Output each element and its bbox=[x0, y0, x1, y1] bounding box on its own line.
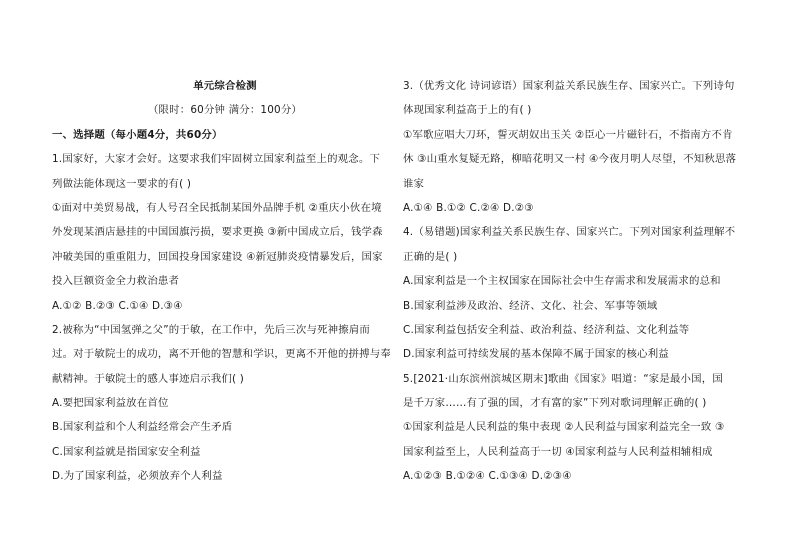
question-3 bbox=[403, 74, 748, 220]
question-text-line: 是千万家……有了强的国，才有富的家”下列对歌词理解正确的( ) bbox=[403, 397, 707, 410]
question-text-line: 正确的是( ) bbox=[403, 250, 458, 263]
question-text-line: 谁家 bbox=[403, 177, 425, 190]
section-heading: 一、选择题（每小题4分，共60分） bbox=[52, 128, 223, 141]
question-text-line: 冲破美国的重重阻力，回国投身国家建设 ④新冠肺炎疫情暴发后，国家 bbox=[52, 250, 383, 263]
option-d: D.国家利益可持续发展的基本保障不属于国家的核心利益 bbox=[403, 348, 669, 361]
left-column bbox=[52, 74, 392, 489]
question-text-line: 2.被称为“中国氢弹之父”的于敏，在工作中，先后三次与死神擦肩而 bbox=[52, 323, 371, 336]
question-text-line: 投入巨额资金全力救治患者 bbox=[52, 275, 180, 288]
option-a: A.要把国家利益放在首位 bbox=[52, 397, 169, 410]
question-text-line: 5.[2021·山东滨州滨城区期末]歌曲《国家》唱道：“家是最小国，国 bbox=[403, 372, 723, 385]
option-c: C.国家利益就是指国家安全利益 bbox=[52, 445, 201, 458]
question-text-line: 4.（易错题)国家利益关系民族生存、国家兴亡。下列对国家利益理解不 bbox=[403, 226, 736, 239]
question-5 bbox=[403, 367, 748, 489]
question-text-line: 国家利益至上，人民利益高于一切 ④国家利益与人民利益相辅相成 bbox=[403, 445, 713, 458]
question-2 bbox=[52, 318, 392, 489]
question-text-line: ①面对中美贸易战，有人号召全民抵制某国外品牌手机 ②重庆小伙在境 bbox=[52, 201, 382, 214]
question-text-line: 1.国家好，大家才会好。这要求我们牢固树立国家利益至上的观念。下 bbox=[52, 153, 381, 166]
question-text-line: 休 ③山重水复疑无路，柳暗花明又一村 ④今夜月明人尽望，不知秋思落 bbox=[403, 153, 737, 166]
question-4 bbox=[403, 220, 748, 366]
question-text-line: ①军歌应唱大刀环，誓灭胡奴出玉关 ②臣心一片磁针石，不指南方不肯 bbox=[403, 128, 733, 141]
answer-options: A.①④ B.①② C.②④ D.②③ bbox=[403, 201, 534, 214]
option-a: A.国家利益是一个主权国家在国际社会中生存需求和发展需求的总和 bbox=[403, 275, 721, 288]
question-1 bbox=[52, 147, 392, 318]
option-d: D.为了国家利益，必须放弃个人利益 bbox=[52, 470, 223, 483]
question-text-line: ①国家利益是人民利益的集中表现 ②人民利益与国家利益完全一致 ③ bbox=[403, 421, 725, 434]
option-c: C.国家利益包括安全利益、政治利益、经济利益、文化利益等 bbox=[403, 323, 690, 336]
page-title: 单元综合检测 bbox=[193, 80, 257, 92]
question-text-line: 体现国家利益高于上的有( ) bbox=[403, 104, 532, 117]
question-text-line: 过。对于敏院士的成功，离不开他的智慧和学识，更离不开他的拼搏与奉 bbox=[52, 348, 391, 361]
option-b: B.国家利益涉及政治、经济、文化、社会、军事等领域 bbox=[403, 299, 658, 312]
right-column bbox=[403, 74, 748, 489]
time-and-score: （限时：60分钟 满分：100分） bbox=[147, 104, 303, 117]
question-text-line: 3.（优秀文化 诗词谚语）国家利益关系民族生存、国家兴亡。下列诗句 bbox=[403, 80, 735, 92]
question-text-line: 列做法能体现这一要求的有( ) bbox=[52, 177, 192, 190]
option-b: B.国家利益和个人利益经常会产生矛盾 bbox=[52, 421, 233, 434]
answer-options: A.①②③ B.①②④ C.①③④ D.②③④ bbox=[403, 470, 572, 483]
question-text-line: 献精神。于敏院士的感人事迹启示我们( ) bbox=[52, 372, 245, 385]
question-text-line: 外发现某酒店悬挂的中国国旗污损，要求更换 ③新中国成立后，钱学森 bbox=[52, 226, 383, 239]
answer-options: A.①② B.②③ C.①④ D.③④ bbox=[52, 299, 183, 312]
